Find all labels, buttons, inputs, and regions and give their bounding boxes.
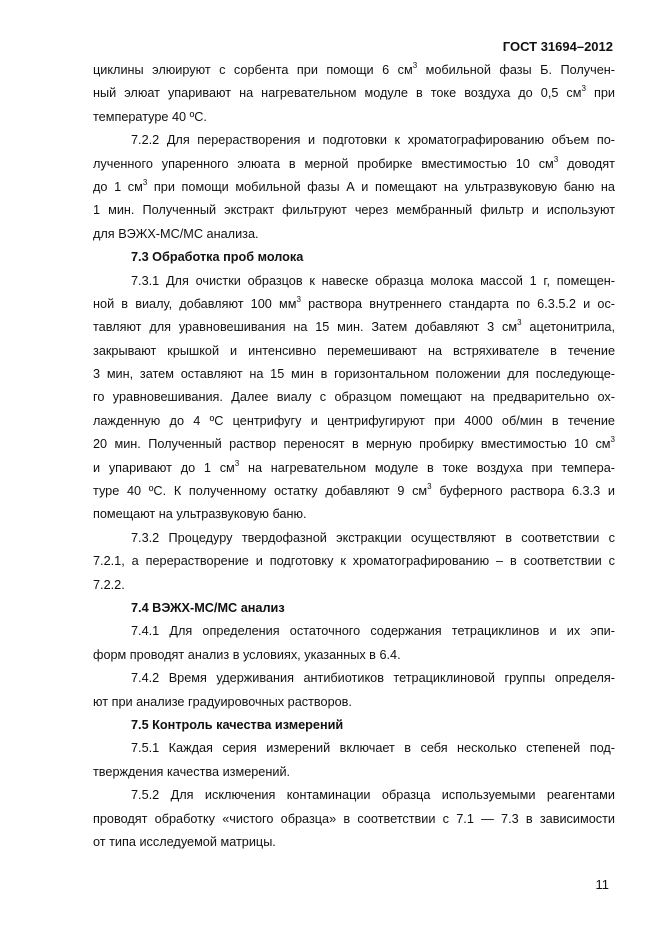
text-line [93, 784, 615, 807]
text-line [93, 527, 615, 550]
text-line [93, 82, 615, 105]
text-segment: доводят [558, 156, 615, 171]
text-segment: лученного упаренного элюата в мерной пробирке вместимостью 10 см [93, 156, 554, 171]
text-line [93, 153, 615, 176]
text-line [93, 293, 615, 316]
text-line [93, 457, 615, 480]
text-line [93, 199, 615, 222]
text-segment: раствора внутреннего стандарта по 6.3.5.2 и ос- [300, 296, 616, 311]
text-segment: 7.5.2 Для исключения контаминации образца используемыми реагентами [131, 788, 615, 803]
section-heading [93, 597, 615, 620]
text-line [93, 59, 615, 82]
text-segment: 7.3.2 Процедуру твердофазной экстракции осуществляют в соответствии с [131, 530, 615, 545]
text-segment: туре 40 ºС. К полученному остатку добавляют 9 см [93, 484, 428, 499]
text-segment: 7.4 ВЭЖХ-МС/МС анализ [131, 600, 285, 615]
text-segment: мобильной фазы Б. Получен- [417, 63, 615, 77]
text-line [93, 691, 615, 714]
superscript: 3 [234, 458, 240, 468]
text-line [93, 386, 615, 409]
text-line [93, 831, 615, 854]
text-line [93, 644, 615, 667]
document-id-header: ГОСТ 31694–2012 [502, 39, 613, 54]
text-segment: ют при анализе градуировочных растворов. [93, 694, 352, 709]
text-segment: тверждения качества измерений. [93, 764, 291, 779]
text-line [93, 176, 615, 199]
text-line [93, 480, 615, 503]
text-line [93, 761, 615, 784]
text-segment: при [585, 86, 615, 101]
text-segment: го уравновешивания. Далее виалу с образцом помещают на предварительно ох- [93, 390, 615, 405]
text-segment: 3 мин, затем оставляют на 15 мин в горизонтальном положении для последующе- [93, 367, 615, 382]
text-line [93, 129, 615, 152]
text-segment: и упаривают до 1 см [93, 460, 235, 475]
superscript: 3 [581, 84, 586, 94]
text-segment: при помощи мобильной фазы А и помещают на ультразвуковую баню на [147, 179, 615, 194]
superscript: 3 [427, 482, 432, 492]
text-segment: до 1 см [93, 179, 143, 194]
text-line [93, 737, 615, 760]
text-segment: ный элюат упаривают на нагревательном модуле в токе воздуха до 0,5 см [93, 86, 582, 101]
text-segment: температуре 40 ºС. [93, 109, 207, 124]
text-segment: 7.4.1 Для определения остаточного содержания тетрациклинов и их эпи- [131, 624, 615, 639]
text-segment: 20 мин. Полученный раствор переносят в мерную пробирку вместимостью 10 см [93, 437, 611, 452]
text-line [93, 503, 615, 526]
text-segment: циклины элюируют с сорбента при помощи 6 см [93, 63, 413, 77]
text-segment: форм проводят анализ в условиях, указанных в 6.4. [93, 647, 401, 662]
text-segment: 7.2.2 Для перерастворения и подготовки к хроматографированию объем по- [131, 133, 615, 148]
text-line [93, 106, 615, 129]
text-segment: на нагревательном модуле в токе воздуха при темпера- [239, 460, 615, 475]
section-heading [93, 714, 615, 737]
text-segment: 7.5.1 Каждая серия измерений включает в себя несколько степеней под- [131, 741, 615, 756]
superscript: 3 [296, 294, 301, 304]
section-heading [93, 246, 615, 269]
text-line [93, 410, 615, 433]
text-segment: 7.5 Контроль качества измерений [131, 717, 344, 732]
text-segment: лажденную до 4 ºС центрифугу и центрифугируют при 4000 об/мин в течение [93, 413, 615, 428]
text-line [93, 667, 615, 690]
text-line [93, 550, 615, 573]
text-segment: 7.2.1, а перерастворение и подготовку к хроматографированию – в соответствии с [93, 554, 615, 569]
superscript: 3 [553, 154, 559, 164]
text-line [93, 574, 615, 597]
text-line [93, 433, 615, 456]
text-segment: 1 мин. Полученный экстракт фильтруют через мембранный фильтр и используют [93, 203, 615, 218]
text-line [93, 223, 615, 246]
text-segment: для ВЭЖХ-МС/МС анализа. [93, 226, 259, 241]
superscript: 3 [412, 61, 418, 70]
text-line [93, 270, 615, 293]
page-number: 11 [595, 877, 609, 892]
text-segment: буферного раствора 6.3.3 и [431, 484, 615, 499]
superscript: 3 [142, 177, 148, 187]
text-line [93, 363, 615, 386]
text-segment: от типа исследуемой матрицы. [93, 834, 276, 849]
text-segment: ной в виалу, добавляют 100 мм [93, 296, 297, 311]
text-segment: 7.2.2. [93, 577, 125, 592]
text-segment: 7.3.1 Для очистки образцов к навеске образца молока массой 1 г, помещен- [131, 273, 615, 288]
text-segment: тавляют для уравновешивания на 15 мин. Затем добавляют 3 см [93, 320, 518, 335]
document-body [93, 59, 615, 854]
text-line [93, 808, 615, 831]
text-segment: закрывают крышкой и интенсивно перемешивают на встряхивателе в течение [93, 343, 615, 358]
superscript: 3 [517, 318, 522, 328]
text-segment: ацетонитрила, [521, 320, 615, 335]
superscript: 3 [610, 435, 615, 445]
text-segment: проводят обработку «чистого образца» в соответствии с 7.1 — 7.3 в зависимости [93, 811, 615, 826]
text-line [93, 340, 615, 363]
text-line [93, 620, 615, 643]
text-segment: помещают на ультразвуковую баню. [93, 507, 307, 522]
text-line [93, 316, 615, 339]
text-segment: 7.3 Обработка проб молока [131, 250, 304, 265]
text-segment: 7.4.2 Время удерживания антибиотиков тетрациклиновой группы определя- [131, 671, 615, 686]
